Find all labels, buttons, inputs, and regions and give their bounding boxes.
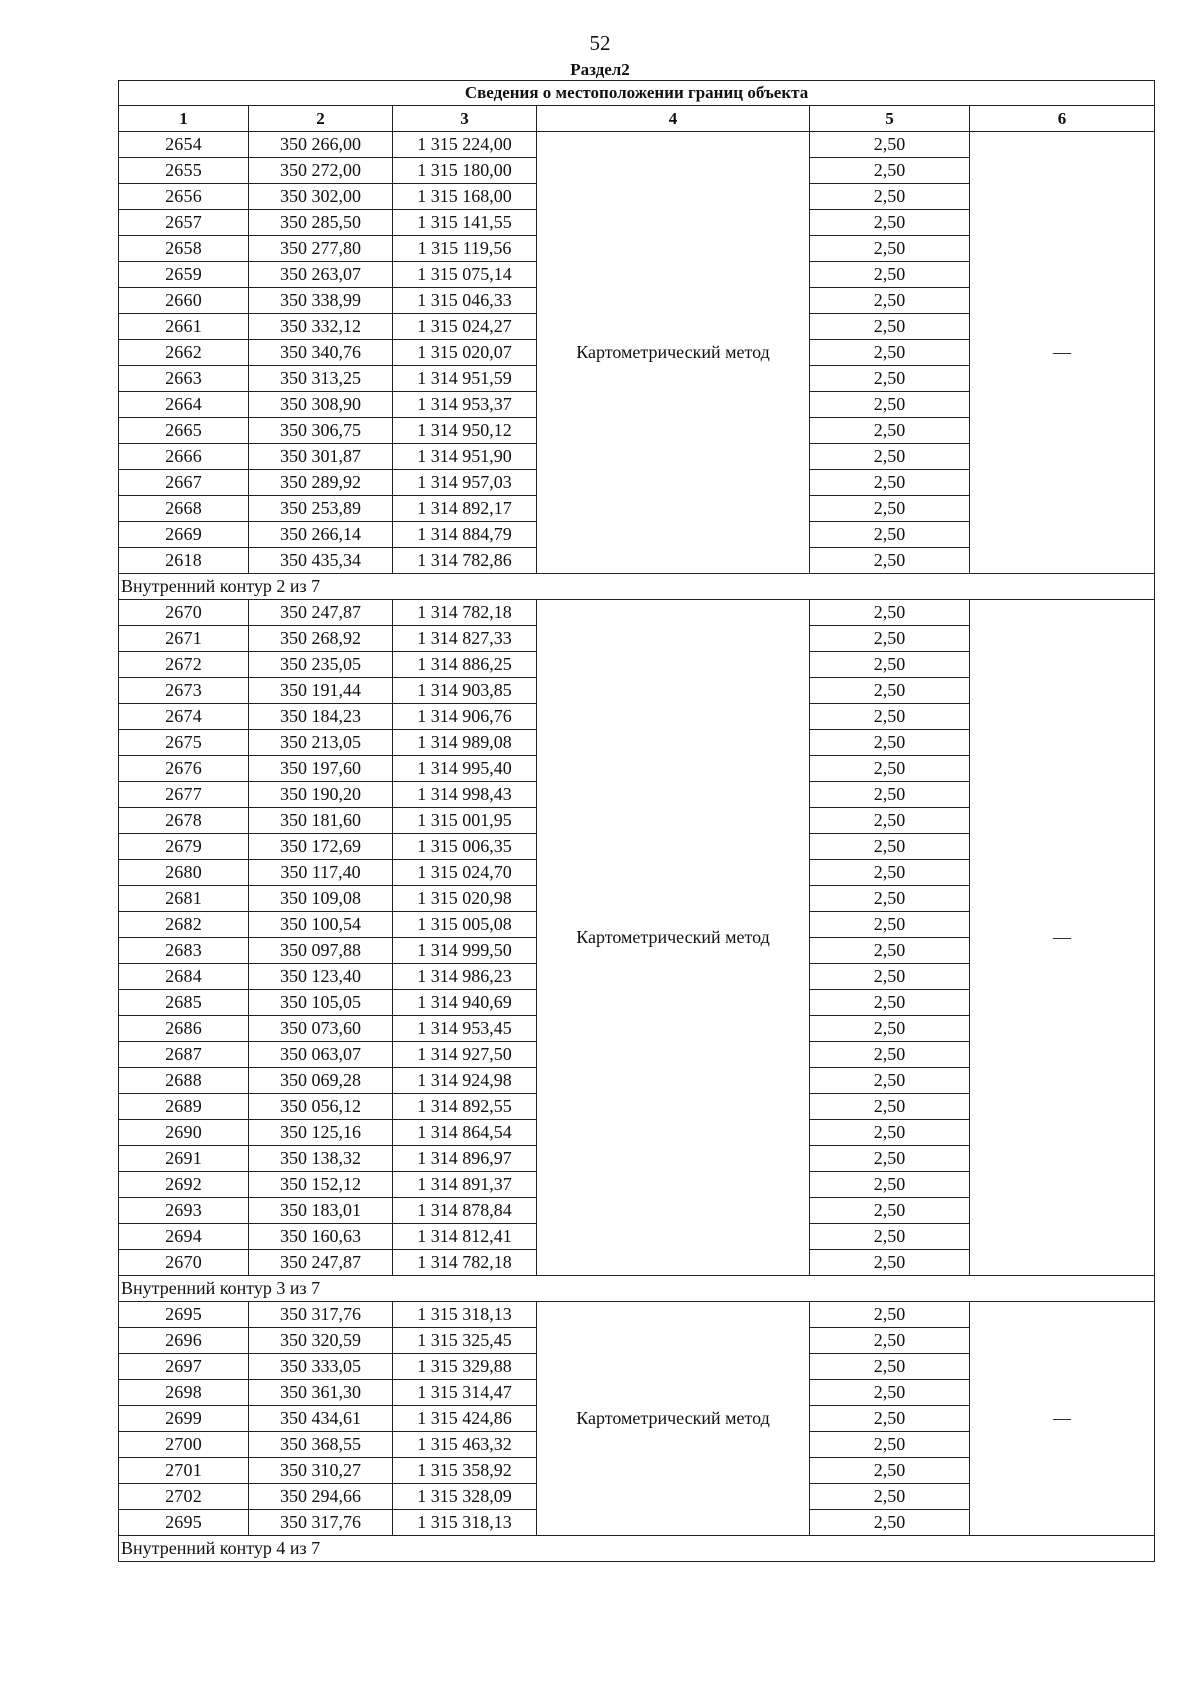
contour-label: Внутренний контур 2 из 7 — [119, 574, 1155, 600]
y-coordinate-cell: 1 314 986,23 — [393, 964, 537, 990]
y-coordinate-cell: 1 314 891,37 — [393, 1172, 537, 1198]
x-coordinate-cell: 350 105,05 — [249, 990, 393, 1016]
x-coordinate-cell: 350 361,30 — [249, 1380, 393, 1406]
x-coordinate-cell: 350 317,76 — [249, 1302, 393, 1328]
x-coordinate-cell: 350 266,14 — [249, 522, 393, 548]
precision-cell: 2,50 — [810, 730, 970, 756]
y-coordinate-cell: 1 314 782,18 — [393, 1250, 537, 1276]
y-coordinate-cell: 1 314 884,79 — [393, 522, 537, 548]
x-coordinate-cell: 350 213,05 — [249, 730, 393, 756]
column-header-6: 6 — [970, 106, 1155, 132]
table-row — [119, 132, 1155, 158]
y-coordinate-cell: 1 315 005,08 — [393, 912, 537, 938]
column-header-1: 1 — [119, 106, 249, 132]
point-number-cell: 2700 — [119, 1432, 249, 1458]
point-number-cell: 2672 — [119, 652, 249, 678]
point-number-cell: 2659 — [119, 262, 249, 288]
y-coordinate-cell: 1 315 314,47 — [393, 1380, 537, 1406]
precision-cell: 2,50 — [810, 1172, 970, 1198]
table-caption-row — [119, 81, 1155, 106]
precision-cell: 2,50 — [810, 834, 970, 860]
y-coordinate-cell: 1 314 892,55 — [393, 1094, 537, 1120]
y-coordinate-cell: 1 315 329,88 — [393, 1354, 537, 1380]
y-coordinate-cell: 1 314 812,41 — [393, 1224, 537, 1250]
precision-cell: 2,50 — [810, 678, 970, 704]
point-number-cell: 2667 — [119, 470, 249, 496]
x-coordinate-cell: 350 138,32 — [249, 1146, 393, 1172]
point-number-cell: 2692 — [119, 1172, 249, 1198]
x-coordinate-cell: 350 197,60 — [249, 756, 393, 782]
precision-cell: 2,50 — [810, 1458, 970, 1484]
point-number-cell: 2687 — [119, 1042, 249, 1068]
note-cell: — — [970, 600, 1155, 1276]
point-number-cell: 2663 — [119, 366, 249, 392]
x-coordinate-cell: 350 434,61 — [249, 1406, 393, 1432]
point-number-cell: 2671 — [119, 626, 249, 652]
precision-cell: 2,50 — [810, 1198, 970, 1224]
contour-label-row — [119, 574, 1155, 600]
point-number-cell: 2693 — [119, 1198, 249, 1224]
y-coordinate-cell: 1 315 224,00 — [393, 132, 537, 158]
point-number-cell: 2691 — [119, 1146, 249, 1172]
point-number-cell: 2689 — [119, 1094, 249, 1120]
boundary-coordinates-table — [118, 80, 1155, 1562]
x-coordinate-cell: 350 097,88 — [249, 938, 393, 964]
table-row — [119, 600, 1155, 626]
point-number-cell: 2673 — [119, 678, 249, 704]
y-coordinate-cell: 1 315 358,92 — [393, 1458, 537, 1484]
y-coordinate-cell: 1 314 864,54 — [393, 1120, 537, 1146]
contour-label-row — [119, 1276, 1155, 1302]
precision-cell: 2,50 — [810, 990, 970, 1016]
x-coordinate-cell: 350 294,66 — [249, 1484, 393, 1510]
x-coordinate-cell: 350 073,60 — [249, 1016, 393, 1042]
point-number-cell: 2660 — [119, 288, 249, 314]
x-coordinate-cell: 350 302,00 — [249, 184, 393, 210]
precision-cell: 2,50 — [810, 418, 970, 444]
y-coordinate-cell: 1 315 463,32 — [393, 1432, 537, 1458]
point-number-cell: 2654 — [119, 132, 249, 158]
point-number-cell: 2674 — [119, 704, 249, 730]
y-coordinate-cell: 1 315 075,14 — [393, 262, 537, 288]
point-number-cell: 2669 — [119, 522, 249, 548]
point-number-cell: 2665 — [119, 418, 249, 444]
point-number-cell: 2696 — [119, 1328, 249, 1354]
page-number: 52 — [589, 31, 611, 55]
precision-cell: 2,50 — [810, 1380, 970, 1406]
point-number-cell: 2701 — [119, 1458, 249, 1484]
precision-cell: 2,50 — [810, 340, 970, 366]
x-coordinate-cell: 350 109,08 — [249, 886, 393, 912]
y-coordinate-cell: 1 314 998,43 — [393, 782, 537, 808]
y-coordinate-cell: 1 314 951,90 — [393, 444, 537, 470]
point-number-cell: 2697 — [119, 1354, 249, 1380]
x-coordinate-cell: 350 308,90 — [249, 392, 393, 418]
point-number-cell: 2695 — [119, 1302, 249, 1328]
point-number-cell: 2655 — [119, 158, 249, 184]
point-number-cell: 2679 — [119, 834, 249, 860]
precision-cell: 2,50 — [810, 886, 970, 912]
precision-cell: 2,50 — [810, 912, 970, 938]
x-coordinate-cell: 350 184,23 — [249, 704, 393, 730]
x-coordinate-cell: 350 056,12 — [249, 1094, 393, 1120]
y-coordinate-cell: 1 314 957,03 — [393, 470, 537, 496]
precision-cell: 2,50 — [810, 470, 970, 496]
precision-cell: 2,50 — [810, 262, 970, 288]
y-coordinate-cell: 1 314 827,33 — [393, 626, 537, 652]
precision-cell: 2,50 — [810, 522, 970, 548]
x-coordinate-cell: 350 191,44 — [249, 678, 393, 704]
precision-cell: 2,50 — [810, 548, 970, 574]
precision-cell: 2,50 — [810, 314, 970, 340]
y-coordinate-cell: 1 314 896,97 — [393, 1146, 537, 1172]
precision-cell: 2,50 — [810, 392, 970, 418]
point-number-cell: 2670 — [119, 600, 249, 626]
y-coordinate-cell: 1 314 782,86 — [393, 548, 537, 574]
x-coordinate-cell: 350 247,87 — [249, 600, 393, 626]
y-coordinate-cell: 1 315 318,13 — [393, 1510, 537, 1536]
x-coordinate-cell: 350 117,40 — [249, 860, 393, 886]
precision-cell: 2,50 — [810, 964, 970, 990]
y-coordinate-cell: 1 315 006,35 — [393, 834, 537, 860]
contour-label: Внутренний контур 4 из 7 — [119, 1536, 1155, 1562]
y-coordinate-cell: 1 314 950,12 — [393, 418, 537, 444]
precision-cell: 2,50 — [810, 600, 970, 626]
y-coordinate-cell: 1 315 020,07 — [393, 340, 537, 366]
precision-cell: 2,50 — [810, 496, 970, 522]
precision-cell: 2,50 — [810, 1146, 970, 1172]
section-title: Раздел2 — [570, 60, 630, 79]
y-coordinate-cell: 1 315 325,45 — [393, 1328, 537, 1354]
point-number-cell: 2658 — [119, 236, 249, 262]
point-number-cell: 2676 — [119, 756, 249, 782]
precision-cell: 2,50 — [810, 704, 970, 730]
x-coordinate-cell: 350 123,40 — [249, 964, 393, 990]
point-number-cell: 2684 — [119, 964, 249, 990]
x-coordinate-cell: 350 301,87 — [249, 444, 393, 470]
point-number-cell: 2670 — [119, 1250, 249, 1276]
y-coordinate-cell: 1 314 924,98 — [393, 1068, 537, 1094]
y-coordinate-cell: 1 315 020,98 — [393, 886, 537, 912]
precision-cell: 2,50 — [810, 210, 970, 236]
x-coordinate-cell: 350 266,00 — [249, 132, 393, 158]
y-coordinate-cell: 1 314 940,69 — [393, 990, 537, 1016]
point-number-cell: 2694 — [119, 1224, 249, 1250]
precision-cell: 2,50 — [810, 1016, 970, 1042]
x-coordinate-cell: 350 063,07 — [249, 1042, 393, 1068]
point-number-cell: 2683 — [119, 938, 249, 964]
y-coordinate-cell: 1 314 995,40 — [393, 756, 537, 782]
point-number-cell: 2618 — [119, 548, 249, 574]
x-coordinate-cell: 350 247,87 — [249, 1250, 393, 1276]
point-number-cell: 2681 — [119, 886, 249, 912]
column-header-4: 4 — [537, 106, 810, 132]
note-cell: — — [970, 132, 1155, 574]
contour-label-row — [119, 1536, 1155, 1562]
x-coordinate-cell: 350 235,05 — [249, 652, 393, 678]
point-number-cell: 2678 — [119, 808, 249, 834]
x-coordinate-cell: 350 277,80 — [249, 236, 393, 262]
precision-cell: 2,50 — [810, 1068, 970, 1094]
y-coordinate-cell: 1 315 046,33 — [393, 288, 537, 314]
precision-cell: 2,50 — [810, 626, 970, 652]
precision-cell: 2,50 — [810, 288, 970, 314]
method-cell: Картометрический метод — [537, 600, 810, 1276]
column-header-row — [119, 106, 1155, 132]
x-coordinate-cell: 350 320,59 — [249, 1328, 393, 1354]
y-coordinate-cell: 1 315 318,13 — [393, 1302, 537, 1328]
table-row — [119, 1302, 1155, 1328]
precision-cell: 2,50 — [810, 1510, 970, 1536]
y-coordinate-cell: 1 314 951,59 — [393, 366, 537, 392]
y-coordinate-cell: 1 314 989,08 — [393, 730, 537, 756]
precision-cell: 2,50 — [810, 236, 970, 262]
x-coordinate-cell: 350 272,00 — [249, 158, 393, 184]
precision-cell: 2,50 — [810, 132, 970, 158]
point-number-cell: 2662 — [119, 340, 249, 366]
y-coordinate-cell: 1 314 999,50 — [393, 938, 537, 964]
point-number-cell: 2666 — [119, 444, 249, 470]
column-header-3: 3 — [393, 106, 537, 132]
point-number-cell: 2685 — [119, 990, 249, 1016]
precision-cell: 2,50 — [810, 938, 970, 964]
precision-cell: 2,50 — [810, 652, 970, 678]
point-number-cell: 2668 — [119, 496, 249, 522]
point-number-cell: 2702 — [119, 1484, 249, 1510]
y-coordinate-cell: 1 315 328,09 — [393, 1484, 537, 1510]
method-cell: Картометрический метод — [537, 1302, 810, 1536]
y-coordinate-cell: 1 314 878,84 — [393, 1198, 537, 1224]
x-coordinate-cell: 350 289,92 — [249, 470, 393, 496]
x-coordinate-cell: 350 263,07 — [249, 262, 393, 288]
contour-label: Внутренний контур 3 из 7 — [119, 1276, 1155, 1302]
precision-cell: 2,50 — [810, 756, 970, 782]
y-coordinate-cell: 1 315 424,86 — [393, 1406, 537, 1432]
precision-cell: 2,50 — [810, 1302, 970, 1328]
x-coordinate-cell: 350 333,05 — [249, 1354, 393, 1380]
point-number-cell: 2682 — [119, 912, 249, 938]
table-caption: Сведения о местоположении границ объекта — [119, 81, 1155, 106]
x-coordinate-cell: 350 338,99 — [249, 288, 393, 314]
y-coordinate-cell: 1 315 001,95 — [393, 808, 537, 834]
point-number-cell: 2656 — [119, 184, 249, 210]
y-coordinate-cell: 1 314 953,45 — [393, 1016, 537, 1042]
y-coordinate-cell: 1 314 953,37 — [393, 392, 537, 418]
point-number-cell: 2686 — [119, 1016, 249, 1042]
precision-cell: 2,50 — [810, 1354, 970, 1380]
x-coordinate-cell: 350 368,55 — [249, 1432, 393, 1458]
x-coordinate-cell: 350 340,76 — [249, 340, 393, 366]
precision-cell: 2,50 — [810, 184, 970, 210]
y-coordinate-cell: 1 315 024,70 — [393, 860, 537, 886]
point-number-cell: 2661 — [119, 314, 249, 340]
y-coordinate-cell: 1 314 927,50 — [393, 1042, 537, 1068]
point-number-cell: 2698 — [119, 1380, 249, 1406]
y-coordinate-cell: 1 314 892,17 — [393, 496, 537, 522]
point-number-cell: 2695 — [119, 1510, 249, 1536]
x-coordinate-cell: 350 253,89 — [249, 496, 393, 522]
y-coordinate-cell: 1 315 024,27 — [393, 314, 537, 340]
point-number-cell: 2690 — [119, 1120, 249, 1146]
point-number-cell: 2699 — [119, 1406, 249, 1432]
precision-cell: 2,50 — [810, 158, 970, 184]
column-header-5: 5 — [810, 106, 970, 132]
precision-cell: 2,50 — [810, 1250, 970, 1276]
y-coordinate-cell: 1 315 141,55 — [393, 210, 537, 236]
x-coordinate-cell: 350 310,27 — [249, 1458, 393, 1484]
x-coordinate-cell: 350 317,76 — [249, 1510, 393, 1536]
point-number-cell: 2688 — [119, 1068, 249, 1094]
x-coordinate-cell: 350 160,63 — [249, 1224, 393, 1250]
x-coordinate-cell: 350 100,54 — [249, 912, 393, 938]
y-coordinate-cell: 1 315 119,56 — [393, 236, 537, 262]
precision-cell: 2,50 — [810, 444, 970, 470]
y-coordinate-cell: 1 315 168,00 — [393, 184, 537, 210]
precision-cell: 2,50 — [810, 1042, 970, 1068]
table-body — [119, 132, 1155, 1562]
x-coordinate-cell: 350 069,28 — [249, 1068, 393, 1094]
point-number-cell: 2664 — [119, 392, 249, 418]
precision-cell: 2,50 — [810, 1328, 970, 1354]
x-coordinate-cell: 350 268,92 — [249, 626, 393, 652]
precision-cell: 2,50 — [810, 808, 970, 834]
y-coordinate-cell: 1 314 782,18 — [393, 600, 537, 626]
precision-cell: 2,50 — [810, 782, 970, 808]
y-coordinate-cell: 1 314 906,76 — [393, 704, 537, 730]
x-coordinate-cell: 350 125,16 — [249, 1120, 393, 1146]
x-coordinate-cell: 350 152,12 — [249, 1172, 393, 1198]
precision-cell: 2,50 — [810, 1224, 970, 1250]
x-coordinate-cell: 350 183,01 — [249, 1198, 393, 1224]
point-number-cell: 2657 — [119, 210, 249, 236]
x-coordinate-cell: 350 435,34 — [249, 548, 393, 574]
x-coordinate-cell: 350 190,20 — [249, 782, 393, 808]
x-coordinate-cell: 350 181,60 — [249, 808, 393, 834]
precision-cell: 2,50 — [810, 1432, 970, 1458]
y-coordinate-cell: 1 314 903,85 — [393, 678, 537, 704]
x-coordinate-cell: 350 172,69 — [249, 834, 393, 860]
precision-cell: 2,50 — [810, 1094, 970, 1120]
precision-cell: 2,50 — [810, 860, 970, 886]
column-header-2: 2 — [249, 106, 393, 132]
y-coordinate-cell: 1 314 886,25 — [393, 652, 537, 678]
precision-cell: 2,50 — [810, 1484, 970, 1510]
precision-cell: 2,50 — [810, 1120, 970, 1146]
point-number-cell: 2677 — [119, 782, 249, 808]
precision-cell: 2,50 — [810, 1406, 970, 1432]
x-coordinate-cell: 350 332,12 — [249, 314, 393, 340]
x-coordinate-cell: 350 285,50 — [249, 210, 393, 236]
precision-cell: 2,50 — [810, 366, 970, 392]
note-cell: — — [970, 1302, 1155, 1536]
point-number-cell: 2680 — [119, 860, 249, 886]
x-coordinate-cell: 350 313,25 — [249, 366, 393, 392]
point-number-cell: 2675 — [119, 730, 249, 756]
x-coordinate-cell: 350 306,75 — [249, 418, 393, 444]
y-coordinate-cell: 1 315 180,00 — [393, 158, 537, 184]
method-cell: Картометрический метод — [537, 132, 810, 574]
